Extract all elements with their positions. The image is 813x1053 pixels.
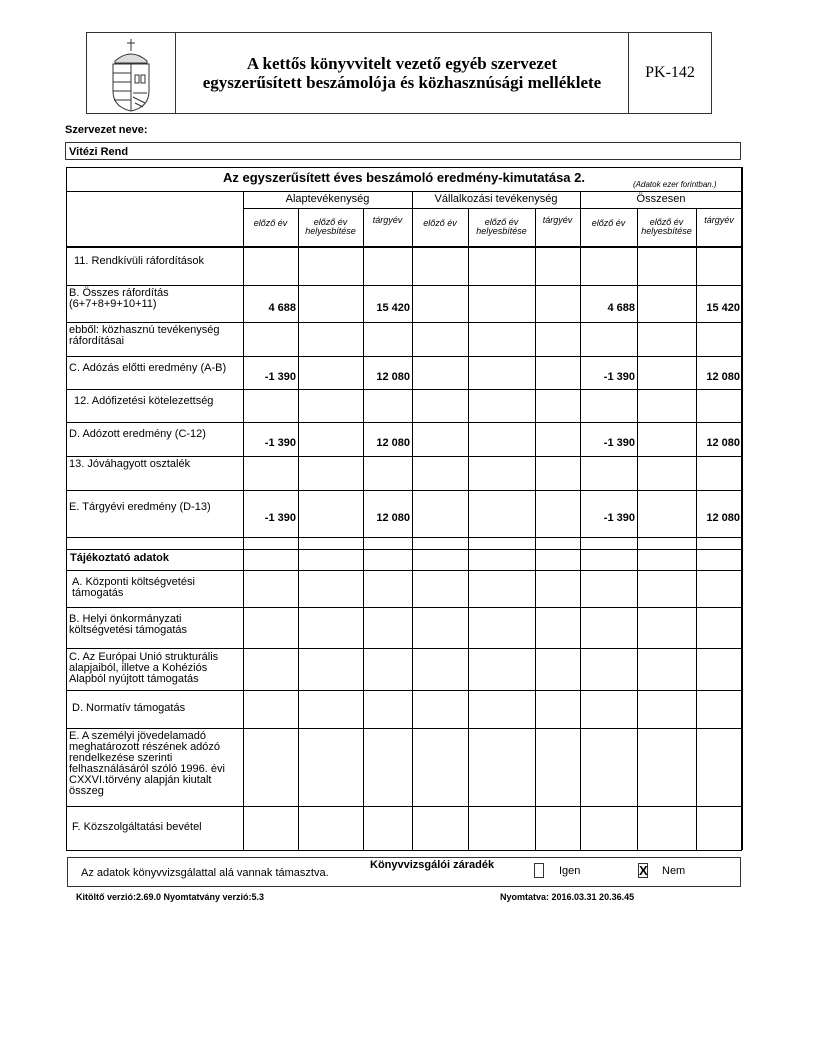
row-line (66, 246, 742, 247)
row-line (66, 389, 742, 390)
subheader-prev-year-correction: helyesbítése (641, 226, 692, 236)
subcol-divider (535, 208, 536, 246)
col-line (412, 246, 413, 850)
subcol-divider (696, 208, 697, 246)
row-line (66, 322, 742, 323)
table-title: Az egyszerűsített éves beszámoló eredmény-kimutatása 2. (223, 170, 585, 185)
col-line (580, 246, 581, 850)
form-title (175, 33, 629, 113)
organization-label: Szervezet neve: (65, 124, 148, 136)
audit-yes-checkbox[interactable] (534, 863, 544, 878)
row-line (66, 490, 742, 491)
value-cell[interactable]: -1 390 (603, 512, 635, 524)
col-line (468, 246, 469, 850)
value-cell[interactable]: 12 080 (706, 437, 740, 449)
audit-yes-label: Igen (559, 865, 581, 877)
row-label: 11. Rendkívüli ráfordítások (74, 255, 205, 267)
col-line (243, 246, 244, 850)
version-info: Kitöltő verzió:2.69.0 Nyomtatvány verzió:5.3 (76, 892, 265, 902)
value-cell[interactable]: -1 390 (264, 371, 296, 383)
info-row-label: F. Közszolgáltatási bevétel (72, 821, 202, 833)
audit-statement: Az adatok könyvvizsgálattal alá vannak támasztva. (81, 867, 329, 879)
info-row-label: C. Az Európai Unió strukturális alapjaiból, illetve a Kohéziós Alapból nyújtott támogatás (69, 651, 219, 685)
value-cell[interactable]: 12 080 (706, 371, 740, 383)
row-label: ebből: közhasznú tevékenység ráfordításai (69, 324, 220, 347)
info-row-label: A. Központi költségvetési támogatás (72, 576, 195, 599)
form-title-line1: A kettős könyvvitelt vezető egyéb szervezet (246, 54, 558, 73)
group-header-basic: Alaptevékenység (285, 193, 370, 205)
print-timestamp: Nyomtatva: 2016.03.31 20.36.45 (500, 892, 635, 902)
subheader-prev-year-correction: helyesbítése (305, 226, 356, 236)
subheader-prev-year: előző év (591, 218, 626, 228)
row-line (66, 356, 742, 357)
unit-note: (Adatok ezer forintban.) (633, 180, 717, 189)
col-line (742, 246, 743, 850)
row-line (66, 285, 742, 286)
row-label: C. Adózás előtti eredmény (A-B) (69, 362, 227, 374)
group-header-business: Vállalkozási tevékenység (434, 193, 558, 205)
table-border-left (66, 167, 67, 850)
audit-no-label: Nem (662, 865, 686, 877)
value-cell[interactable]: 4 688 (607, 302, 635, 314)
row-line (66, 850, 742, 851)
subheader-current-year: tárgyév (704, 215, 734, 225)
row-line (66, 570, 742, 571)
value-cell[interactable]: 4 688 (268, 302, 296, 314)
row-line (66, 690, 742, 691)
row-line (66, 607, 742, 608)
hungarian-coat-of-arms-icon (87, 33, 175, 113)
col-line (696, 246, 697, 850)
audit-no-checkbox[interactable]: X (639, 863, 648, 878)
subheader-prev-year-correction: előző év (313, 217, 348, 227)
value-cell[interactable]: -1 390 (603, 437, 635, 449)
subheader-prev-year-correction: előző év (649, 217, 684, 227)
table-border-top (66, 167, 742, 168)
col-line (535, 246, 536, 850)
form-header (86, 32, 712, 114)
title-separator (66, 191, 742, 192)
form-code: PK-142 (628, 33, 711, 113)
subcol-divider (363, 208, 364, 246)
row-line (66, 806, 742, 807)
col-line (637, 246, 638, 850)
value-cell[interactable]: 12 080 (376, 512, 410, 524)
row-label: 12. Adófizetési kötelezettség (74, 395, 214, 407)
value-cell[interactable]: 12 080 (376, 437, 410, 449)
row-label: D. Adózott eredmény (C-12) (69, 428, 206, 440)
value-cell[interactable]: 12 080 (706, 512, 740, 524)
row-line (66, 422, 742, 423)
subheader-prev-year: előző év (423, 218, 457, 228)
row-label: 13. Jóváhagyott osztalék (69, 458, 191, 470)
row-line (66, 456, 742, 457)
info-row-label: B. Helyi önkormányzati költségvetési támogatás (69, 613, 188, 636)
group-header-total: Összesen (636, 193, 686, 205)
subheader-current-year: tárgyév (542, 215, 573, 225)
subheader-prev-year: előző év (253, 218, 288, 228)
value-cell[interactable]: 15 420 (376, 302, 410, 314)
row-label: B. Összes ráfordítás (6+7+8+9+10+11) (69, 287, 169, 310)
value-cell[interactable]: -1 390 (603, 371, 635, 383)
subheader-prev-year-correction: előző év (484, 217, 519, 227)
form-title-line2: egyszerűsített beszámolója és közhasznúsági melléklete (202, 73, 602, 92)
col-line (298, 246, 299, 850)
col-line (363, 246, 364, 850)
value-cell[interactable]: 12 080 (376, 371, 410, 383)
subheader-prev-year-correction: helyesbítése (476, 226, 527, 236)
row-label: E. Tárgyévi eredmény (D-13) (69, 501, 211, 513)
row-line (66, 648, 742, 649)
subheader-current-year: tárgyév (372, 215, 403, 225)
row-line (66, 728, 742, 729)
row-line (66, 549, 742, 550)
logo-cell (87, 33, 176, 113)
group-separator (243, 208, 742, 209)
audit-title: Könyvvizsgálói záradék (370, 859, 495, 871)
info-row-label: E. A személyi jövedelamadó meghatározott részének adózó rendelkezése szerinti felhasználásáról szóló 1996. évi CXXVI.törvény alapján kiutalt összeg (69, 730, 225, 797)
info-row-label: D. Normatív támogatás (72, 702, 186, 714)
organization-name-field[interactable]: Vitézi Rend (65, 142, 741, 160)
value-cell[interactable]: -1 390 (264, 512, 296, 524)
value-cell[interactable]: -1 390 (264, 437, 296, 449)
row-line (66, 537, 742, 538)
info-section-title: Tájékoztató adatok (70, 552, 170, 564)
value-cell[interactable]: 15 420 (706, 302, 740, 314)
